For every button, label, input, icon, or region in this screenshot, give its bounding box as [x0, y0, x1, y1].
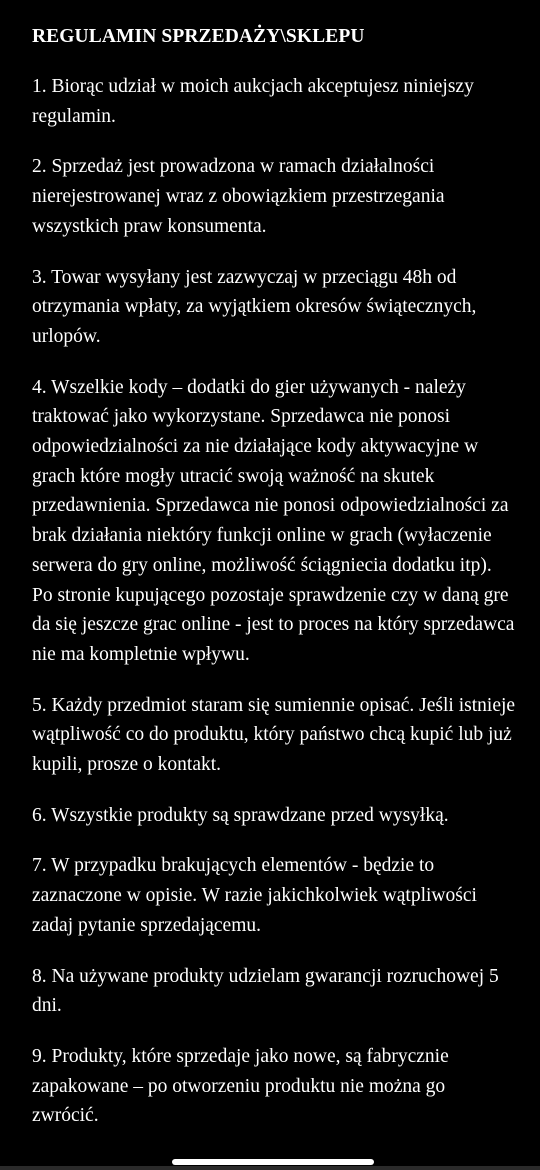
regulations-document [32, 22, 516, 1152]
paragraph-4: 4. Wszelkie kody – dodatki do gier używanych - należy traktować jako wykorzystane. Sprzedawca nie ponosi odpowiedzialności za nie działające kody aktywacyjne w grach które mogły utracić swoją ważność na skutek przedawnienia. Sprzedawca nie ponosi odpowiedzialności za brak działania niektóry funkcji online w grach (wyłaczenie serwera do gry online, możliwość ściągniecia dodatku itp). Po stronie kupującego pozostaje sprawdzenie czy w daną gre da się jeszcze grac online - jest to proces na który sprzedawca nie ma kompletnie wpływu. [32, 376, 515, 665]
paragraph-2: 2. Sprzedaż jest prowadzona w ramach działalności nierejestrowanej wraz z obowiązkiem przestrzegania wszystkich praw konsumenta. [32, 156, 445, 237]
screen-bottom-edge [0, 1166, 540, 1170]
paragraph-1: 1. Biorąc udział w moich aukcjach akceptujesz niniejszy regulamin. [32, 76, 474, 127]
paragraph-7: 7. W przypadku brakujących elementów - będzie to zaznaczone w opisie. W razie jakichkolwiek wątpliwości zadaj pytanie sprzedającemu. [32, 855, 477, 936]
paragraph-9: 9. Produkty, które sprzedaje jako nowe, są fabrycznie zapakowane – po otworzeniu produktu nie można go zwrócić. [32, 1045, 449, 1127]
home-indicator[interactable] [172, 1159, 374, 1165]
document-title: REGULAMIN SPRZEDAŻY\SKLEPU [32, 26, 365, 47]
paragraph-3: 3. Towar wysyłany jest zazwyczaj w przeciągu 48h od otrzymania wpłaty, za wyjątkiem okresów świątecznych, urlopów. [32, 266, 477, 347]
paragraph-8: 8. Na używane produkty udzielam gwarancji rozruchowej 5 dni. [32, 965, 499, 1017]
paragraph-6: 6. Wszystkie produkty są sprawdzane przed wysyłką. [32, 804, 449, 826]
paragraph-5: 5. Każdy przedmiot staram się sumiennie opisać. Jeśli istnieje wątpliwość co do produktu, który państwo chcą kupić lub już kupili, prosze o kontakt. [32, 694, 516, 776]
